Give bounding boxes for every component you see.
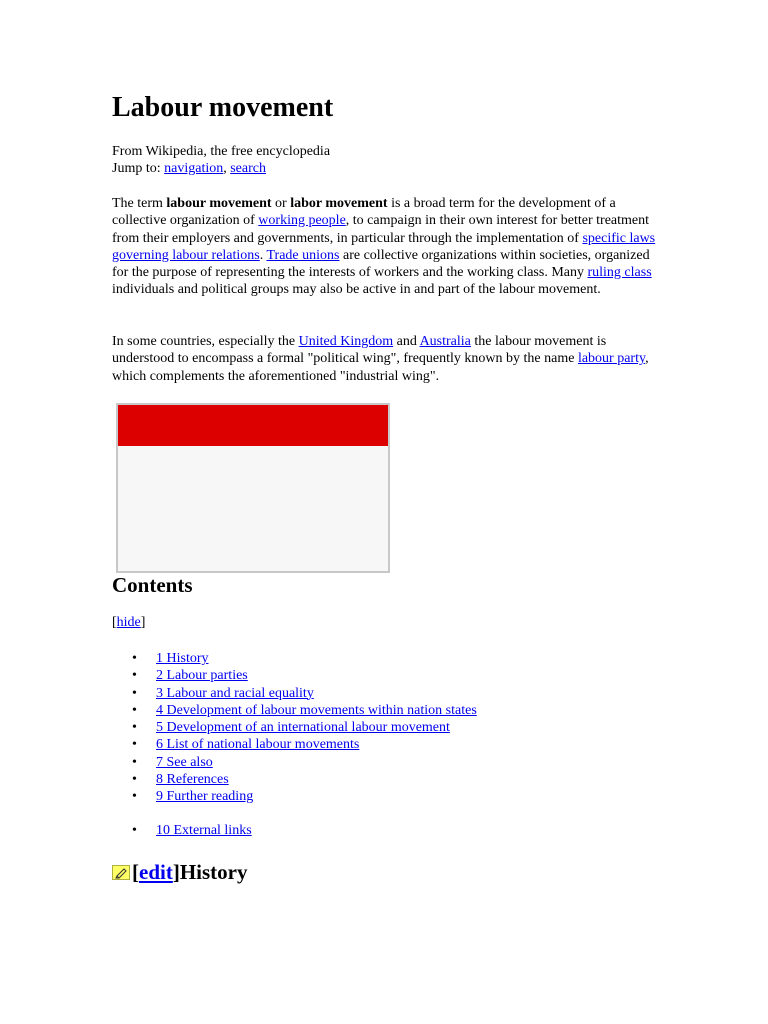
australia-link[interactable]: Australia	[419, 334, 471, 349]
text: or	[271, 196, 291, 211]
text: are collective organizations within societies, organized for the purpose of representing the interests of workers and the working class. Many	[112, 247, 650, 281]
bullet: •	[132, 668, 137, 684]
toc-link[interactable]: 4 Development of labour movements within nation states	[156, 702, 477, 718]
toc-item	[112, 702, 477, 719]
text: The term	[112, 196, 167, 211]
navigation-link[interactable]: navigation	[164, 161, 224, 177]
search-link[interactable]: search	[230, 161, 266, 177]
text: individuals and political groups may also be active in and part of the labour movement.	[112, 282, 601, 298]
intro-paragraph-2	[112, 333, 657, 385]
toc-item	[112, 650, 477, 667]
bullet: •	[132, 685, 137, 701]
toc-item	[112, 667, 477, 684]
toc-item	[112, 754, 477, 771]
text: , which complements the aforementioned "industrial wing".	[112, 351, 649, 384]
edit-section-link[interactable]: edit	[139, 860, 173, 884]
bullet: •	[132, 754, 137, 770]
toc-link[interactable]: 1 History	[156, 651, 209, 666]
toc-item	[112, 788, 477, 805]
jump-to-line	[112, 160, 330, 177]
toc-link[interactable]: 9 Further reading	[156, 789, 254, 805]
bullet: •	[132, 789, 137, 805]
hide-toc-link[interactable]: hide	[116, 615, 141, 630]
text: is a broad term for the development of a collective organization of	[112, 196, 616, 229]
toc-link[interactable]: 6 List of national labour movements	[156, 737, 360, 753]
labour-party-link[interactable]: labour party	[577, 351, 646, 367]
pencil-icon	[112, 865, 130, 880]
text: In some countries, especially the	[112, 334, 299, 349]
bullet: •	[132, 702, 137, 718]
site-subtitle: From Wikipedia, the free encyclopedia	[112, 144, 331, 159]
ruling-class-link[interactable]: ruling class	[587, 265, 652, 281]
bold-term-labor-movement: labor movement	[290, 196, 388, 211]
toc-list	[112, 650, 477, 806]
toc-item	[112, 822, 252, 839]
toc-item	[112, 685, 477, 702]
jump-separator: ,	[223, 161, 227, 177]
toc-link[interactable]: 3 Labour and racial equality	[156, 685, 314, 701]
bracket-close: ]	[172, 860, 180, 884]
jump-to-label: Jump to:	[112, 161, 161, 177]
bullet: •	[132, 651, 137, 666]
page-title: Labour movement	[112, 92, 334, 123]
toc-link[interactable]: 2 Labour parties	[156, 668, 248, 684]
working-people-link[interactable]: working people	[258, 213, 346, 229]
page-header-info	[112, 143, 330, 178]
text: .	[259, 247, 267, 263]
toc-list-extra	[112, 822, 252, 839]
labour-laws-link[interactable]: specific laws governing labour relations	[112, 230, 656, 263]
text: and	[393, 334, 420, 349]
section-title: History	[179, 860, 248, 884]
bullet: •	[132, 772, 137, 788]
flag-image[interactable]	[116, 403, 390, 573]
toc-item	[112, 719, 477, 736]
bracket-open: [	[132, 860, 139, 884]
toc-item	[112, 771, 477, 788]
text: the labour movement is understood to encompass a formal "political wing", frequently known by the name	[112, 334, 607, 367]
united-kingdom-link[interactable]: United Kingdom	[298, 334, 394, 349]
toc-link[interactable]: 5 Development of an international labour movement	[156, 720, 450, 736]
toc-link[interactable]: 10 External links	[156, 823, 252, 838]
toc-link[interactable]: 8 References	[156, 772, 229, 788]
flag-red-band	[118, 405, 388, 446]
section-heading-history	[112, 859, 247, 885]
bold-term-labour-movement: labour movement	[166, 196, 272, 211]
bracket-open: [	[112, 615, 117, 630]
text: , to campaign in their own interest for better treatment from their employers and governments, in particular through the implementation of	[112, 213, 650, 246]
bullet: •	[132, 823, 137, 838]
intro-paragraph-1	[112, 195, 657, 299]
toc-link[interactable]: 7 See also	[156, 754, 213, 770]
bullet: •	[132, 737, 137, 753]
toc-toggle	[112, 614, 145, 631]
bullet: •	[132, 720, 137, 736]
contents-heading: Contents	[112, 573, 193, 597]
toc-item	[112, 736, 477, 753]
bracket-close: ]	[140, 615, 146, 630]
trade-unions-link[interactable]: Trade unions	[266, 247, 340, 263]
